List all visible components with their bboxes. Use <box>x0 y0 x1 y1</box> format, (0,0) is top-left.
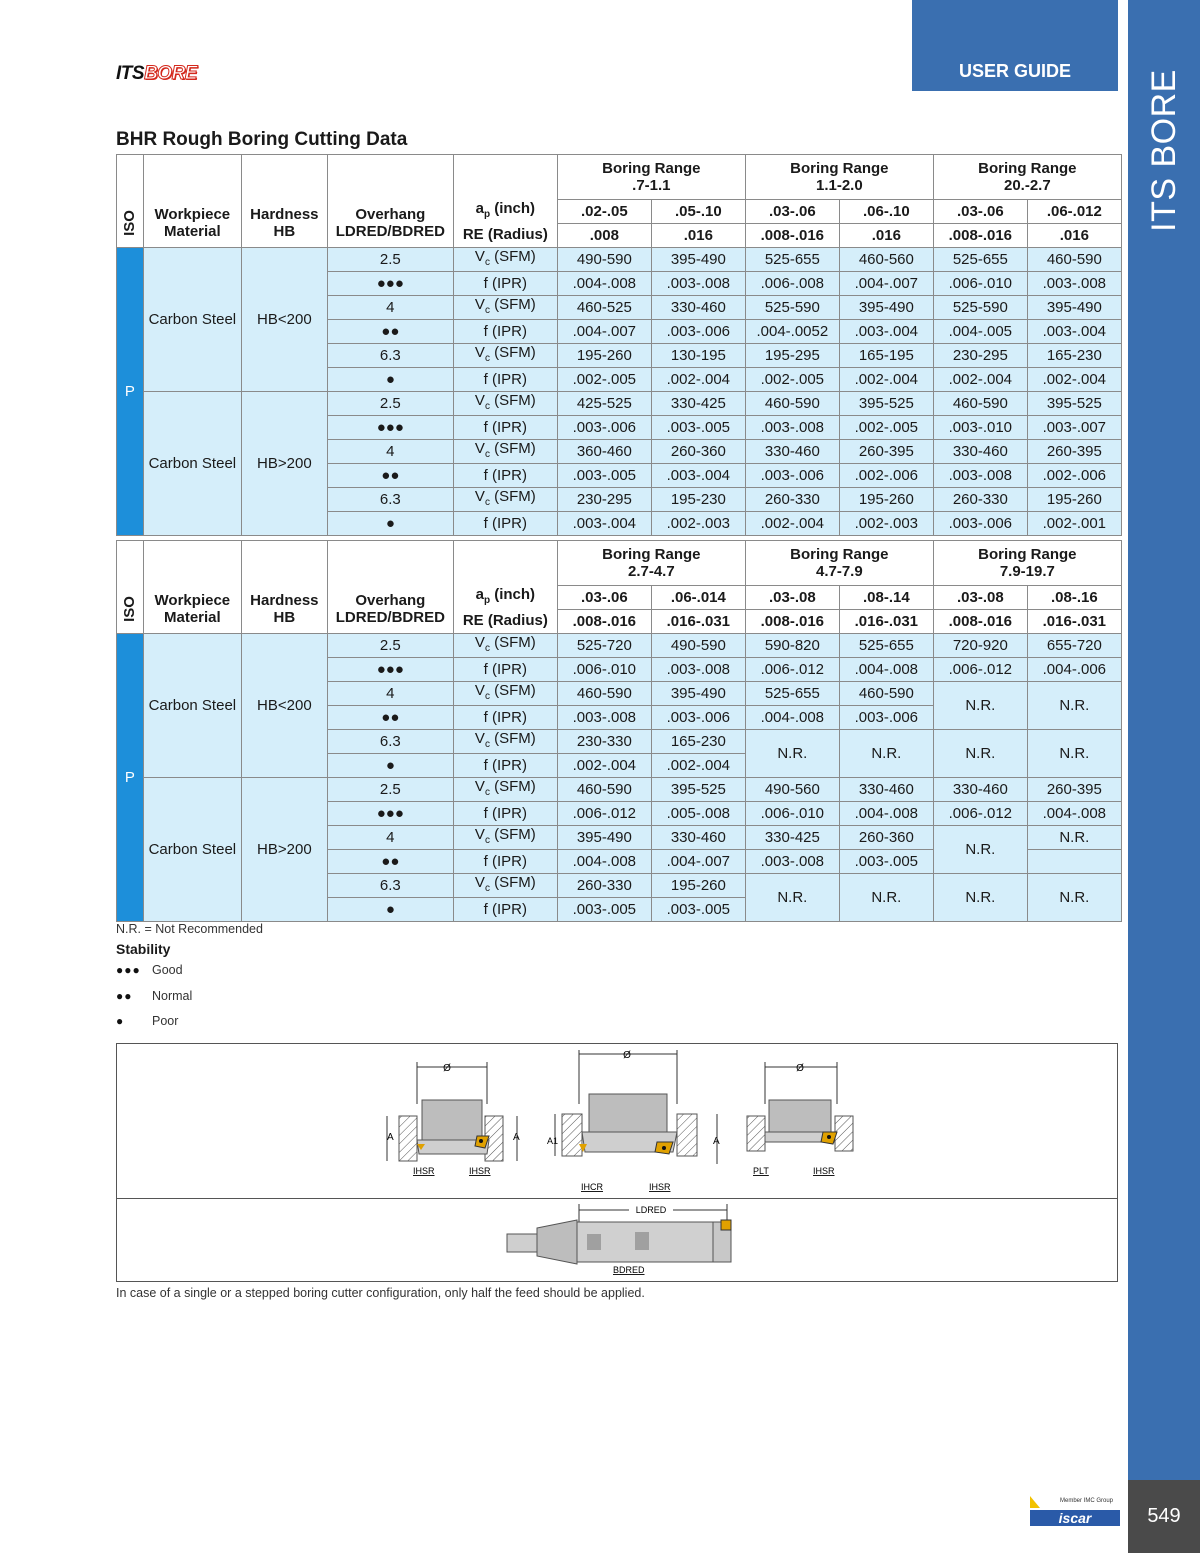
value-cell <box>117 541 144 586</box>
hardness-header: Hardness HB <box>241 586 327 634</box>
stability-normal: ●● Normal <box>116 989 193 1003</box>
param-cell: $V_c$ (SFM) <box>453 248 557 272</box>
value-cell: 425-525 <box>557 392 651 416</box>
value-cell: .002-.003 <box>839 512 933 536</box>
value-cell: 195-260 <box>839 488 933 512</box>
value-cell: .004-.007 <box>651 850 745 874</box>
value-cell: 460-590 <box>933 392 1027 416</box>
boring-diagram <box>116 1043 1118 1282</box>
svg-text:Ø: Ø <box>443 1063 451 1074</box>
value-cell: .002-.004 <box>1027 368 1121 392</box>
material-cell: Carbon Steel <box>143 634 241 778</box>
overhang-cell: ● <box>327 512 453 536</box>
overhang-cell: 4 <box>327 296 453 320</box>
hardness-cell: HB<200 <box>241 634 327 778</box>
header-cell <box>143 155 241 200</box>
value-cell: 330-460 <box>839 778 933 802</box>
value-cell: 525-720 <box>557 634 651 658</box>
svg-text:BDRED: BDRED <box>613 1265 645 1275</box>
iscar-logo <box>1030 1494 1122 1528</box>
diagram-long-tool <box>507 1204 731 1275</box>
value-cell: .004-.008 <box>745 706 839 730</box>
value-cell: .004-.008 <box>557 272 651 296</box>
value-cell: .003-.005 <box>839 850 933 874</box>
re-value: .016-.031 <box>1027 610 1121 634</box>
value-cell: .003-.007 <box>1027 416 1121 440</box>
overhang-cell: 6.3 <box>327 488 453 512</box>
diagram-single <box>747 1062 853 1176</box>
re-value: .008-.016 <box>933 224 1027 248</box>
value-cell: .002-.005 <box>839 416 933 440</box>
stability-poor: ● Poor <box>116 1014 179 1028</box>
param-cell: $V_c$ (SFM) <box>453 874 557 898</box>
ap-value: .05-.10 <box>651 200 745 224</box>
param-cell: $V_c$ (SFM) <box>453 778 557 802</box>
value-cell: .002-.005 <box>557 368 651 392</box>
value-cell: .002-.006 <box>1027 464 1121 488</box>
ap-value: .06-.014 <box>651 586 745 610</box>
value-cell <box>1027 850 1121 874</box>
svg-text:A1: A1 <box>547 1136 559 1146</box>
param-cell: $V_c$ (SFM) <box>453 344 557 368</box>
value-cell: 165-230 <box>1027 344 1121 368</box>
value-cell: 330-460 <box>933 778 1027 802</box>
ap-value: .03-.08 <box>933 586 1027 610</box>
overhang-cell: ●●● <box>327 802 453 826</box>
svg-text:A: A <box>513 1132 520 1143</box>
overhang-cell: ● <box>327 898 453 922</box>
value-cell: 260-360 <box>651 440 745 464</box>
re-value: .008-.016 <box>745 224 839 248</box>
param-cell: f (IPR) <box>453 898 557 922</box>
value-cell: .004-.006 <box>1027 658 1121 682</box>
value-cell: 460-525 <box>557 296 651 320</box>
value-cell: 195-295 <box>745 344 839 368</box>
svg-text:IHSR: IHSR <box>813 1166 835 1176</box>
value-cell: N.R. <box>933 730 1027 778</box>
value-cell: 330-460 <box>933 440 1027 464</box>
value-cell: .003-.008 <box>933 464 1027 488</box>
value-cell: .002-.004 <box>933 368 1027 392</box>
param-cell: $V_c$ (SFM) <box>453 634 557 658</box>
value-cell: N.R. <box>745 730 839 778</box>
ap-value: .06-.10 <box>839 200 933 224</box>
ap-value: .06-.012 <box>1027 200 1121 224</box>
value-cell: 360-460 <box>557 440 651 464</box>
param-cell: $V_c$ (SFM) <box>453 488 557 512</box>
overhang-cell: ●●● <box>327 416 453 440</box>
value-cell: 395-525 <box>651 778 745 802</box>
footnote: In case of a single or a stepped boring cutter configuration, only half the feed should be applied. <box>116 1286 645 1300</box>
svg-text:IHSR: IHSR <box>649 1182 671 1192</box>
overhang-cell: 4 <box>327 682 453 706</box>
value-cell: .004-.007 <box>557 320 651 344</box>
value-cell: 525-590 <box>933 296 1027 320</box>
value-cell: .003-.005 <box>557 464 651 488</box>
value-cell: 260-330 <box>745 488 839 512</box>
value-cell: .003-.008 <box>1027 272 1121 296</box>
param-cell: $V_c$ (SFM) <box>453 440 557 464</box>
value-cell: 395-490 <box>651 682 745 706</box>
re-value: .016-.031 <box>651 610 745 634</box>
value-cell: .003-.004 <box>1027 320 1121 344</box>
value-cell: .003-.006 <box>839 706 933 730</box>
stability-good: ●●● Good <box>116 963 183 977</box>
value-cell: .002-.006 <box>839 464 933 488</box>
value-cell: 330-425 <box>651 392 745 416</box>
value-cell: N.R. <box>1027 730 1121 778</box>
param-cell: f (IPR) <box>453 320 557 344</box>
value-cell: .006-.010 <box>933 272 1027 296</box>
overhang-cell: 2.5 <box>327 392 453 416</box>
value-cell: 655-720 <box>1027 634 1121 658</box>
value-cell: 330-425 <box>745 826 839 850</box>
overhang-cell: 6.3 <box>327 730 453 754</box>
value-cell: 460-590 <box>839 682 933 706</box>
boring-range-header: Boring Range 4.7-7.9 <box>745 541 933 586</box>
re-value: .016 <box>1027 224 1121 248</box>
brand-logo: ITSBORE <box>116 63 197 84</box>
overhang-cell: 2.5 <box>327 248 453 272</box>
value-cell: .003-.006 <box>745 464 839 488</box>
page-title: BHR Rough Boring Cutting Data <box>116 129 408 150</box>
param-cell: f (IPR) <box>453 658 557 682</box>
value-cell: N.R. <box>933 874 1027 922</box>
boring-tool-drawing <box>117 1044 1117 1281</box>
ap-value: .03-.06 <box>745 200 839 224</box>
table-row <box>117 778 1122 802</box>
value-cell: .002-.005 <box>745 368 839 392</box>
value-cell: 525-655 <box>933 248 1027 272</box>
param-cell: f (IPR) <box>453 802 557 826</box>
ap-value: .03-.06 <box>933 200 1027 224</box>
overhang-cell: 2.5 <box>327 778 453 802</box>
value-cell: .004-.0052 <box>745 320 839 344</box>
value-cell: 460-590 <box>745 392 839 416</box>
re-value: .016 <box>839 224 933 248</box>
re-value: .008-.016 <box>933 610 1027 634</box>
ap-header: $a_p$ (inch) <box>453 586 557 610</box>
value-cell: 395-525 <box>1027 392 1121 416</box>
value-cell: .003-.004 <box>839 320 933 344</box>
value-cell: .003-.006 <box>651 706 745 730</box>
value-cell: .003-.008 <box>651 658 745 682</box>
value-cell: .006-.010 <box>557 658 651 682</box>
value-cell: 330-460 <box>651 296 745 320</box>
value-cell: 395-490 <box>1027 296 1121 320</box>
ap-value: .08-.14 <box>839 586 933 610</box>
value-cell: 260-395 <box>839 440 933 464</box>
value-cell: .003-.008 <box>557 706 651 730</box>
value-cell: .004-.008 <box>839 802 933 826</box>
value-cell: .002-.004 <box>651 754 745 778</box>
value-cell: .004-.008 <box>839 658 933 682</box>
boring-range-header: Boring Range 1.1-2.0 <box>745 155 933 200</box>
value-cell: .003-.006 <box>933 512 1027 536</box>
re-header: RE (Radius) <box>453 610 557 634</box>
value-cell: .003-.004 <box>651 464 745 488</box>
value-cell: .006-.012 <box>557 802 651 826</box>
value-cell: 195-260 <box>1027 488 1121 512</box>
ap-header: $a_p$ (inch) <box>453 200 557 224</box>
workpiece-header: Workpiece Material <box>143 200 241 248</box>
ap-value: .08-.16 <box>1027 586 1121 610</box>
value-cell: N.R. <box>933 826 1027 874</box>
value-cell: 260-395 <box>1027 440 1121 464</box>
value-cell: .002-.004 <box>745 512 839 536</box>
boring-range-header: Boring Range .7-1.1 <box>557 155 745 200</box>
value-cell: N.R. <box>839 730 933 778</box>
value-cell: 490-560 <box>745 778 839 802</box>
overhang-header: Overhang LDRED/BDRED <box>327 200 453 248</box>
value-cell: 490-590 <box>651 634 745 658</box>
svg-text:Ø: Ø <box>796 1063 804 1074</box>
value-cell: 460-590 <box>557 682 651 706</box>
value-cell: N.R. <box>1027 826 1121 850</box>
value-cell: .006-.012 <box>745 658 839 682</box>
value-cell <box>143 541 241 586</box>
value-cell: .003-.005 <box>557 898 651 922</box>
hardness-cell: HB>200 <box>241 778 327 922</box>
param-cell: $V_c$ (SFM) <box>453 682 557 706</box>
value-cell: 395-490 <box>557 826 651 850</box>
param-cell: f (IPR) <box>453 512 557 536</box>
re-value: .008-.016 <box>745 610 839 634</box>
value-cell: 525-590 <box>745 296 839 320</box>
param-cell: $V_c$ (SFM) <box>453 392 557 416</box>
value-cell: 720-920 <box>933 634 1027 658</box>
header-cell <box>241 155 327 200</box>
table-row <box>117 586 1122 610</box>
value-cell: N.R. <box>933 682 1027 730</box>
value-cell: .005-.008 <box>651 802 745 826</box>
page-number: 549 <box>1128 1480 1200 1553</box>
overhang-cell: ● <box>327 368 453 392</box>
value-cell <box>241 541 327 586</box>
value-cell: .006-.008 <box>745 272 839 296</box>
svg-text:IHSR: IHSR <box>413 1166 435 1176</box>
value-cell: 260-360 <box>839 826 933 850</box>
value-cell: .004-.008 <box>557 850 651 874</box>
value-cell: 230-295 <box>933 344 1027 368</box>
value-cell: 130-195 <box>651 344 745 368</box>
re-header: RE (Radius) <box>453 224 557 248</box>
boring-range-header: Boring Range 2.7-4.7 <box>557 541 745 586</box>
logo-member-text: Member IMC Group <box>1060 1498 1114 1504</box>
value-cell: .002-.001 <box>1027 512 1121 536</box>
hardness-cell: HB<200 <box>241 248 327 392</box>
overhang-cell: 4 <box>327 440 453 464</box>
overhang-cell: ●●● <box>327 658 453 682</box>
param-cell: $V_c$ (SFM) <box>453 730 557 754</box>
value-cell: .003-.008 <box>651 272 745 296</box>
overhang-header: Overhang LDRED/BDRED <box>327 586 453 634</box>
value-cell: 260-395 <box>1027 778 1121 802</box>
value-cell: .003-.005 <box>651 898 745 922</box>
value-cell: N.R. <box>839 874 933 922</box>
svg-text:iscar: iscar <box>1058 1510 1092 1526</box>
cutting-data-table-1 <box>116 154 1122 536</box>
svg-text:PLT: PLT <box>753 1166 769 1176</box>
value-cell: .002-.004 <box>557 754 651 778</box>
iso-p-badge: P <box>117 634 144 922</box>
svg-text:Ø: Ø <box>623 1050 631 1061</box>
overhang-cell: 4 <box>327 826 453 850</box>
value-cell: .003-.010 <box>933 416 1027 440</box>
param-cell: $V_c$ (SFM) <box>453 826 557 850</box>
table-row <box>117 248 1122 272</box>
overhang-cell: ●● <box>327 464 453 488</box>
value-cell: .006-.012 <box>933 658 1027 682</box>
overhang-cell: ●● <box>327 320 453 344</box>
material-cell: Carbon Steel <box>143 248 241 392</box>
overhang-cell: ●●● <box>327 272 453 296</box>
svg-text:IHSR: IHSR <box>469 1166 491 1176</box>
iso-header: ISO <box>117 586 144 634</box>
re-value: .016 <box>651 224 745 248</box>
svg-text:A: A <box>387 1132 394 1143</box>
value-cell: .002-.004 <box>839 368 933 392</box>
value-cell: N.R. <box>1027 682 1121 730</box>
value-cell: .003-.004 <box>557 512 651 536</box>
param-cell: f (IPR) <box>453 754 557 778</box>
value-cell <box>327 541 453 586</box>
value-cell: .003-.008 <box>745 416 839 440</box>
diagram-stepped-1 <box>387 1062 520 1176</box>
value-cell: .004-.005 <box>933 320 1027 344</box>
value-cell: .003-.005 <box>651 416 745 440</box>
value-cell: 460-590 <box>557 778 651 802</box>
value-cell: 395-490 <box>651 248 745 272</box>
value-cell: 525-655 <box>745 682 839 706</box>
value-cell: .002-.003 <box>651 512 745 536</box>
overhang-cell: 2.5 <box>327 634 453 658</box>
re-value: .008-.016 <box>557 610 651 634</box>
value-cell: 260-330 <box>557 874 651 898</box>
nr-note: N.R. = Not Recommended <box>116 922 263 936</box>
value-cell: N.R. <box>745 874 839 922</box>
value-cell <box>453 541 557 586</box>
overhang-cell: ●● <box>327 706 453 730</box>
value-cell: 230-330 <box>557 730 651 754</box>
value-cell: 195-260 <box>651 874 745 898</box>
value-cell: 490-590 <box>557 248 651 272</box>
material-cell: Carbon Steel <box>143 778 241 922</box>
stability-title: Stability <box>116 941 171 957</box>
table-row <box>117 392 1122 416</box>
overhang-cell: 6.3 <box>327 344 453 368</box>
value-cell: 590-820 <box>745 634 839 658</box>
header-cell <box>327 155 453 200</box>
header-cell <box>117 155 144 200</box>
value-cell: 525-655 <box>839 634 933 658</box>
workpiece-header: Workpiece Material <box>143 586 241 634</box>
user-guide-label: USER GUIDE <box>912 0 1118 91</box>
value-cell: .003-.006 <box>651 320 745 344</box>
overhang-cell: ●● <box>327 850 453 874</box>
param-cell: $V_c$ (SFM) <box>453 296 557 320</box>
value-cell: 395-525 <box>839 392 933 416</box>
param-cell: f (IPR) <box>453 368 557 392</box>
ap-value: .02-.05 <box>557 200 651 224</box>
value-cell: 165-195 <box>839 344 933 368</box>
iso-p-badge: P <box>117 248 144 536</box>
re-value: .008 <box>557 224 651 248</box>
svg-text:LDRED: LDRED <box>635 1205 667 1215</box>
param-cell: f (IPR) <box>453 464 557 488</box>
header-cell <box>453 155 557 200</box>
ap-value: .03-.08 <box>745 586 839 610</box>
value-cell: 330-460 <box>745 440 839 464</box>
hardness-header: Hardness HB <box>241 200 327 248</box>
param-cell: f (IPR) <box>453 706 557 730</box>
iso-header: ISO <box>117 200 144 248</box>
value-cell: 195-260 <box>557 344 651 368</box>
hardness-cell: HB>200 <box>241 392 327 536</box>
value-cell: .002-.004 <box>651 368 745 392</box>
table-row <box>117 634 1122 658</box>
svg-text:IHCR: IHCR <box>581 1182 603 1192</box>
value-cell: .003-.008 <box>745 850 839 874</box>
value-cell: .004-.008 <box>1027 802 1121 826</box>
cutting-data-table-2 <box>116 540 1122 922</box>
side-title: ITS BORE <box>1144 68 1183 232</box>
value-cell: 230-295 <box>557 488 651 512</box>
value-cell: 195-230 <box>651 488 745 512</box>
boring-range-header: Boring Range 7.9-19.7 <box>933 541 1121 586</box>
ap-value: .03-.06 <box>557 586 651 610</box>
material-cell: Carbon Steel <box>143 392 241 536</box>
value-cell: 460-560 <box>839 248 933 272</box>
boring-range-header: Boring Range 20.-2.7 <box>933 155 1121 200</box>
value-cell: .003-.006 <box>557 416 651 440</box>
value-cell: 260-330 <box>933 488 1027 512</box>
param-cell: f (IPR) <box>453 416 557 440</box>
overhang-cell: 6.3 <box>327 874 453 898</box>
table-row <box>117 541 1122 586</box>
param-cell: f (IPR) <box>453 272 557 296</box>
value-cell: 525-655 <box>745 248 839 272</box>
value-cell: 165-230 <box>651 730 745 754</box>
re-value: .016-.031 <box>839 610 933 634</box>
value-cell: .006-.010 <box>745 802 839 826</box>
value-cell: .006-.012 <box>933 802 1027 826</box>
diagram-stepped-2 <box>547 1050 720 1192</box>
value-cell: 330-460 <box>651 826 745 850</box>
overhang-cell: ● <box>327 754 453 778</box>
value-cell: .004-.007 <box>839 272 933 296</box>
value-cell: 460-590 <box>1027 248 1121 272</box>
svg-text:A: A <box>713 1136 720 1147</box>
value-cell: N.R. <box>1027 874 1121 922</box>
param-cell: f (IPR) <box>453 850 557 874</box>
value-cell: 395-490 <box>839 296 933 320</box>
